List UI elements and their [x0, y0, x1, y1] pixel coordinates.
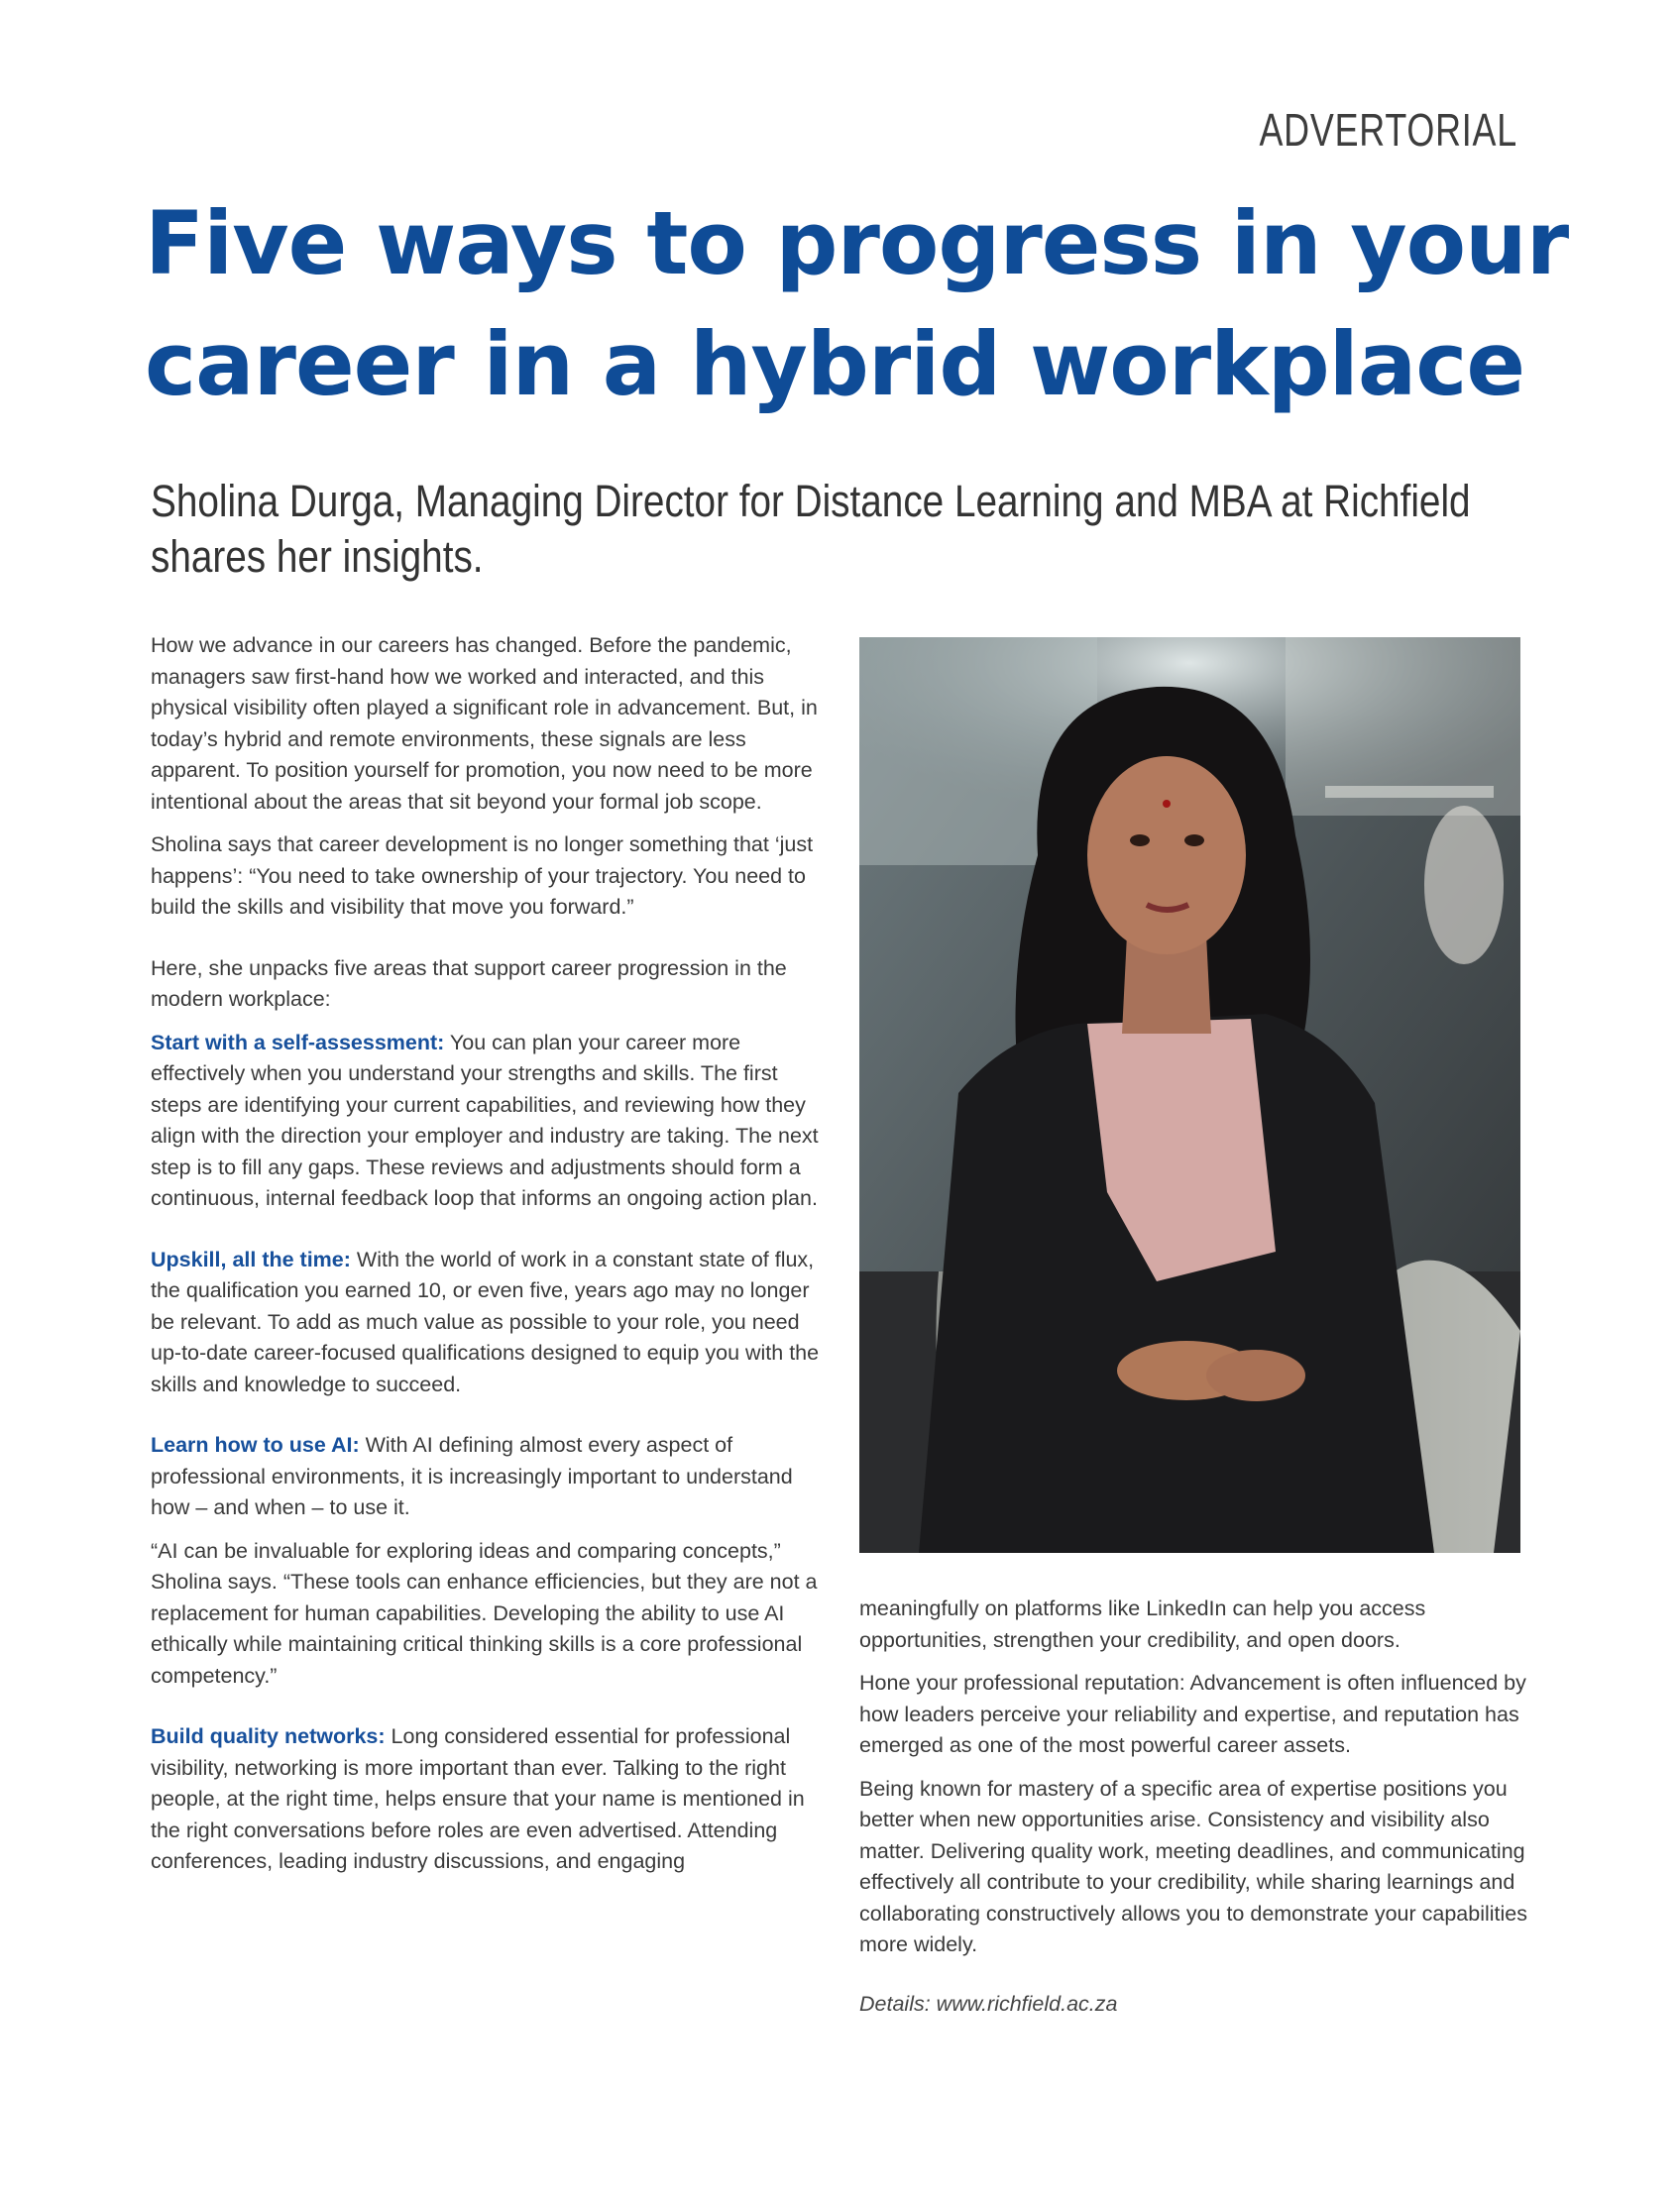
networks-body: Long considered essential for professional visibility, networking is more important than ever. Talking to the right people, at the right time, helps ensure that your name is mentioned in the right conversations before roles are even advertised. Attending conferences, leading industry discussions, and engaging [151, 1724, 805, 1873]
upskill-paragraph [151, 1245, 825, 1401]
right-column [859, 1594, 1533, 2032]
mastery-paragraph: Being known for mastery of a specific area of expertise positions you better when new opportunities arise. Consistency and visibility also matter. Delivering quality work, meeting deadlines, and communicating effectively all contribute to your credibility, while sharing learnings and collaborating constructively allows you to demonstrate your capabilities more widely. [859, 1776, 1528, 1956]
networks-continued: meaningfully on platforms like LinkedIn can help you access opportunities, strengthen your credibility, and open doors. [859, 1597, 1426, 1652]
ai-body: With AI defining almost every aspect of professional environments, it is increasingly important to understand how – and when – to use it. [151, 1433, 793, 1519]
reputation-paragraph: Hone your professional reputation: Advancement is often influenced by how leaders perceive your reliability and expertise, and reputation has emerged as one of the most powerful career assets. [859, 1671, 1526, 1757]
section-kicker: ADVERTORIAL [1259, 104, 1517, 156]
standfirst: Sholina Durga, Managing Director for Distance Learning and MBA at Richfield shares her insights. [151, 476, 1471, 582]
intro-paragraph: How we advance in our careers has changed. Before the pandemic, managers saw first-hand how we worked and interacted, and this physical visibility often played a significant role in advancement. But, in today’s hybrid and remote environments, these signals are less apparent. To position yourself for promotion, you now need to be more intentional about the areas that sit beyond your formal job scope. [151, 633, 818, 814]
quote-paragraph: Sholina says that career development is no longer something that ‘just happens’: “You need to take ownership of your trajectory. You need to build the skills and visibility that move you forward.” [151, 832, 814, 919]
left-column [151, 630, 825, 1890]
ai-paragraph [151, 1430, 825, 1524]
networks-paragraph [151, 1721, 825, 1878]
portrait-photo [859, 637, 1520, 1553]
self-assessment-body: You can plan your career more effectively when you understand your strengths and skills. The first steps are identifying your current capabilities, and reviewing how they align with the direction your employer and industry are taking. The next step is to fill any gaps. These reviews and adjustments should form a continuous, internal feedback loop that informs an ongoing action plan. [151, 1030, 819, 1210]
ai-quote-paragraph: “AI can be invaluable for exploring ideas and comparing concepts,” Sholina says. “These tools can enhance efficiencies, but they are not a replacement for human capabilities. Developing the ability to use AI ethically while maintaining critical thinking skills is a core professional competency.” [151, 1538, 818, 1688]
upskill-heading: Upskill, all the time: [151, 1247, 351, 1271]
upskill-body: With the world of work in a constant state of flux, the qualification you earned 10, or even five, years ago may no longer be relevant. To add as much value as possible to your role, you need up-to-date career-focused qualifications designed to equip you with the skills and knowledge to succeed. [151, 1247, 820, 1396]
networks-heading: Build quality networks: [151, 1724, 386, 1748]
self-assessment-paragraph [151, 1028, 825, 1215]
headline-line-2: career in a hybrid workplace [145, 313, 1525, 415]
portrait-illustration [859, 637, 1520, 1553]
headline-line-1: Five ways to progress in your [145, 192, 1569, 294]
headline [145, 183, 1569, 425]
ai-heading: Learn how to use AI: [151, 1433, 360, 1457]
self-assessment-heading: Start with a self-assessment: [151, 1030, 445, 1054]
details-link: Details: www.richfield.ac.za [859, 1991, 1118, 2016]
five-areas-intro: Here, she unpacks five areas that support career progression in the modern workplace: [151, 955, 787, 1011]
